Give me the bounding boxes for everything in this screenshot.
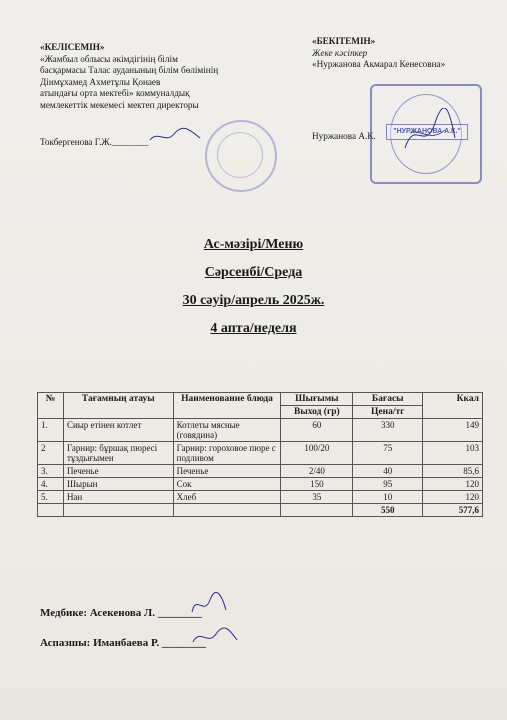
table-row xyxy=(38,442,483,465)
cell-yield: 35 xyxy=(281,491,353,504)
cell-kcal: 120 xyxy=(423,491,483,504)
signature-scribble-nurse xyxy=(188,592,228,618)
table-header-row xyxy=(38,393,483,406)
cell-name-ru: Котлеты мясные (говядина) xyxy=(173,419,281,442)
table-row xyxy=(38,491,483,504)
approval-line: басқармасы Талас ауданының білім бөлімінің xyxy=(40,65,219,75)
signature-scribble-entrepreneur xyxy=(400,108,460,158)
cell-num: 5. xyxy=(38,491,64,504)
table-total-row xyxy=(38,504,483,517)
school-stamp xyxy=(205,120,277,192)
cell-name-ru: Сок xyxy=(173,478,281,491)
entrepreneur-signature-line: Нуржанова А.К. xyxy=(312,131,376,141)
cell-name-kz: Нан xyxy=(63,491,173,504)
signature-scribble-cook xyxy=(190,624,240,650)
stamp-band-text: "НУРЖАНОВА А.К." xyxy=(386,124,468,140)
header-yield-kz: Шығымы xyxy=(281,393,353,406)
cell-yield: 150 xyxy=(281,478,353,491)
table-row xyxy=(38,465,483,478)
approval-line: «Нуржанова Акмарал Кенесовна» xyxy=(312,59,446,69)
cell-kcal: 103 xyxy=(423,442,483,465)
table-row xyxy=(38,478,483,491)
cell-name-kz: Сиыр етінен котлет xyxy=(63,419,173,442)
cell-kcal: 85,6 xyxy=(423,465,483,478)
date-title: 30 сәуір/апрель 2025ж. xyxy=(182,293,325,308)
cook-signature: Аспазшы: Иманбаева Р. ________ xyxy=(40,637,206,649)
director-signature-line: Токбергенова Г.Ж.________ xyxy=(40,137,149,147)
cell-num: 4. xyxy=(38,478,64,491)
header-num: № xyxy=(38,393,64,419)
header-kcal: Ккал xyxy=(423,393,483,419)
day-title: Сәрсенбі/Среда xyxy=(204,265,303,280)
menu-title: Ас-мәзірі/Меню xyxy=(203,237,304,252)
week-title: 4 апта/неделя xyxy=(210,321,297,336)
cell-price: 40 xyxy=(353,465,423,478)
cell-yield: 60 xyxy=(281,419,353,442)
header-price-ru: Цена/тг xyxy=(353,406,423,419)
approval-line: Дінмұхамед Ахметұлы Қонаев xyxy=(40,76,161,87)
cell-yield: 100/20 xyxy=(281,442,353,465)
total-price: 550 xyxy=(353,504,423,517)
approval-title-right: «БЕКІТЕМІН» xyxy=(312,36,376,46)
header-name-kz: Тағамның атауы xyxy=(63,393,173,419)
cell-name-kz: Шырын xyxy=(63,478,173,491)
approval-line: атындағы орта мектебі» коммуналдық xyxy=(40,88,190,98)
cell-name-kz: Гарнир: бұршақ пюресі тұздығымен xyxy=(63,442,173,465)
approval-line: «Жамбыл облысы әкімдігінің білім xyxy=(40,53,178,64)
cell-name-ru: Гарнир: гороховое пюре с подливом xyxy=(173,442,281,465)
cell-kcal: 149 xyxy=(423,419,483,442)
cell-num: 2 xyxy=(38,442,64,465)
table-row xyxy=(38,419,483,442)
cell-kcal: 120 xyxy=(423,478,483,491)
cell-price: 330 xyxy=(353,419,423,442)
cell-price: 75 xyxy=(353,442,423,465)
total-kcal: 577,6 xyxy=(423,504,483,517)
approval-title-left: «КЕЛІСЕМІН» xyxy=(40,42,105,52)
header-name-ru: Наименование блюда xyxy=(173,393,281,419)
header-yield-ru: Выход (гр) xyxy=(281,406,353,419)
approval-line: мемлекеттік мекемесі мектеп директоры xyxy=(40,99,199,110)
approval-line: Жеке кәсіпкер xyxy=(312,47,368,58)
approval-block-right xyxy=(312,36,492,71)
header-price-kz: Бағасы xyxy=(353,393,423,406)
cell-name-kz: Печенье xyxy=(63,465,173,478)
signature-scribble-director xyxy=(148,126,203,146)
cell-yield: 2/40 xyxy=(281,465,353,478)
cell-name-ru: Хлеб xyxy=(173,491,281,504)
cell-num: 3. xyxy=(38,465,64,478)
menu-table xyxy=(37,392,483,517)
cell-num: 1. xyxy=(38,419,64,442)
nurse-signature: Медбике: Асекенова Л. ________ xyxy=(40,607,202,619)
cell-name-ru: Печенье xyxy=(173,465,281,478)
cell-price: 95 xyxy=(353,478,423,491)
approval-block-left xyxy=(40,42,270,111)
cell-price: 10 xyxy=(353,491,423,504)
